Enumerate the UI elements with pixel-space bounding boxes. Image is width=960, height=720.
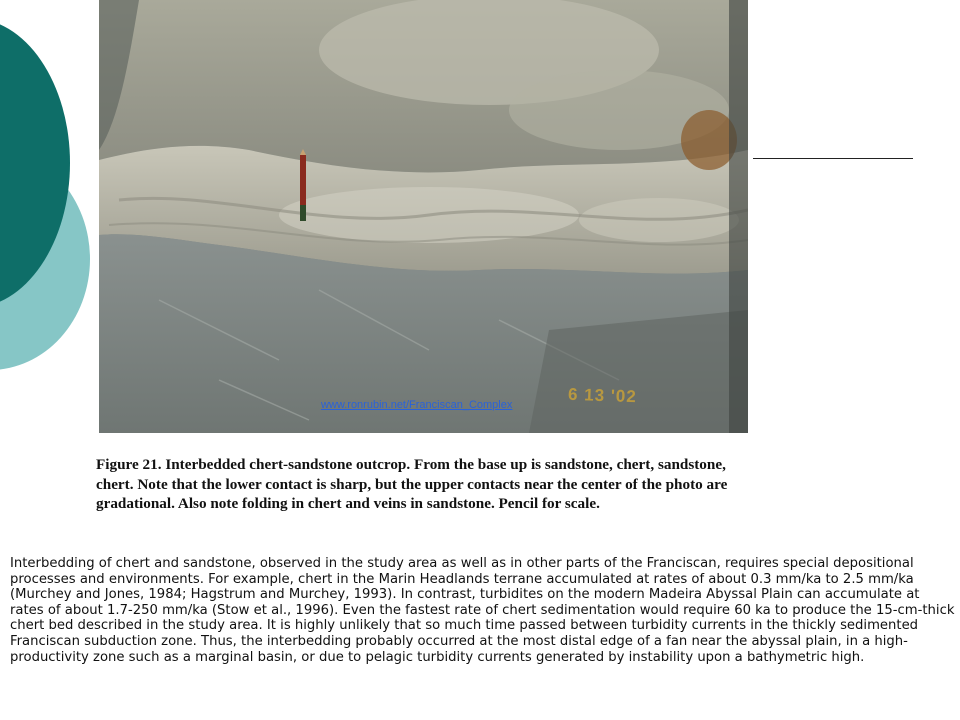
outcrop-photo [99, 0, 748, 433]
photo-date-stamp: 6 13 '02 [567, 384, 638, 407]
outcrop-photo-image [99, 0, 748, 433]
figure-caption: Figure 21. Interbedded chert-sandstone outcrop. From the base up is sandstone, chert, sandstone, chert. Note that the lower contact is sharp, but the upper contacts near the center of the photo are gradational. Also note folding in chert and veins in sandstone. Pencil for scale. [96, 456, 728, 512]
photo-source-link[interactable]: www.ronrubin.net/Franciscan_Complex [321, 399, 513, 411]
body-paragraph: Interbedding of chert and sandstone, observed in the study area as well as in other parts of the Franciscan, requires special depositional processes and environments. For example, chert in the Marin Headlands terrane accumulated at rates of about 0.3 mm/ka to 2.5 mm/ka (Murchey and Jones, 1984; Hagstrum and Murchey, 1993). In contrast, turbidites on the modern Madeira Abyssal Plain can accumulate at rates of about 1.7-250 mm/ka (Stow et al., 1996). Even the fastest rate of chert sedimentation would require 60 ka to produce the 15-cm-thick chert bed described in the study area. It is highly unlikely that so much time passed between turbidity currents in the thickly sedimented Franciscan subduction zone. Thus, the interbedding probably occurred at the most distal edge of a fan near the abyssal plain, in a high-productivity zone such as a marginal basin, or due to pelagic turbidity currents generated by instability upon a bathymetric high. [10, 556, 955, 665]
horizontal-rule [753, 158, 913, 159]
